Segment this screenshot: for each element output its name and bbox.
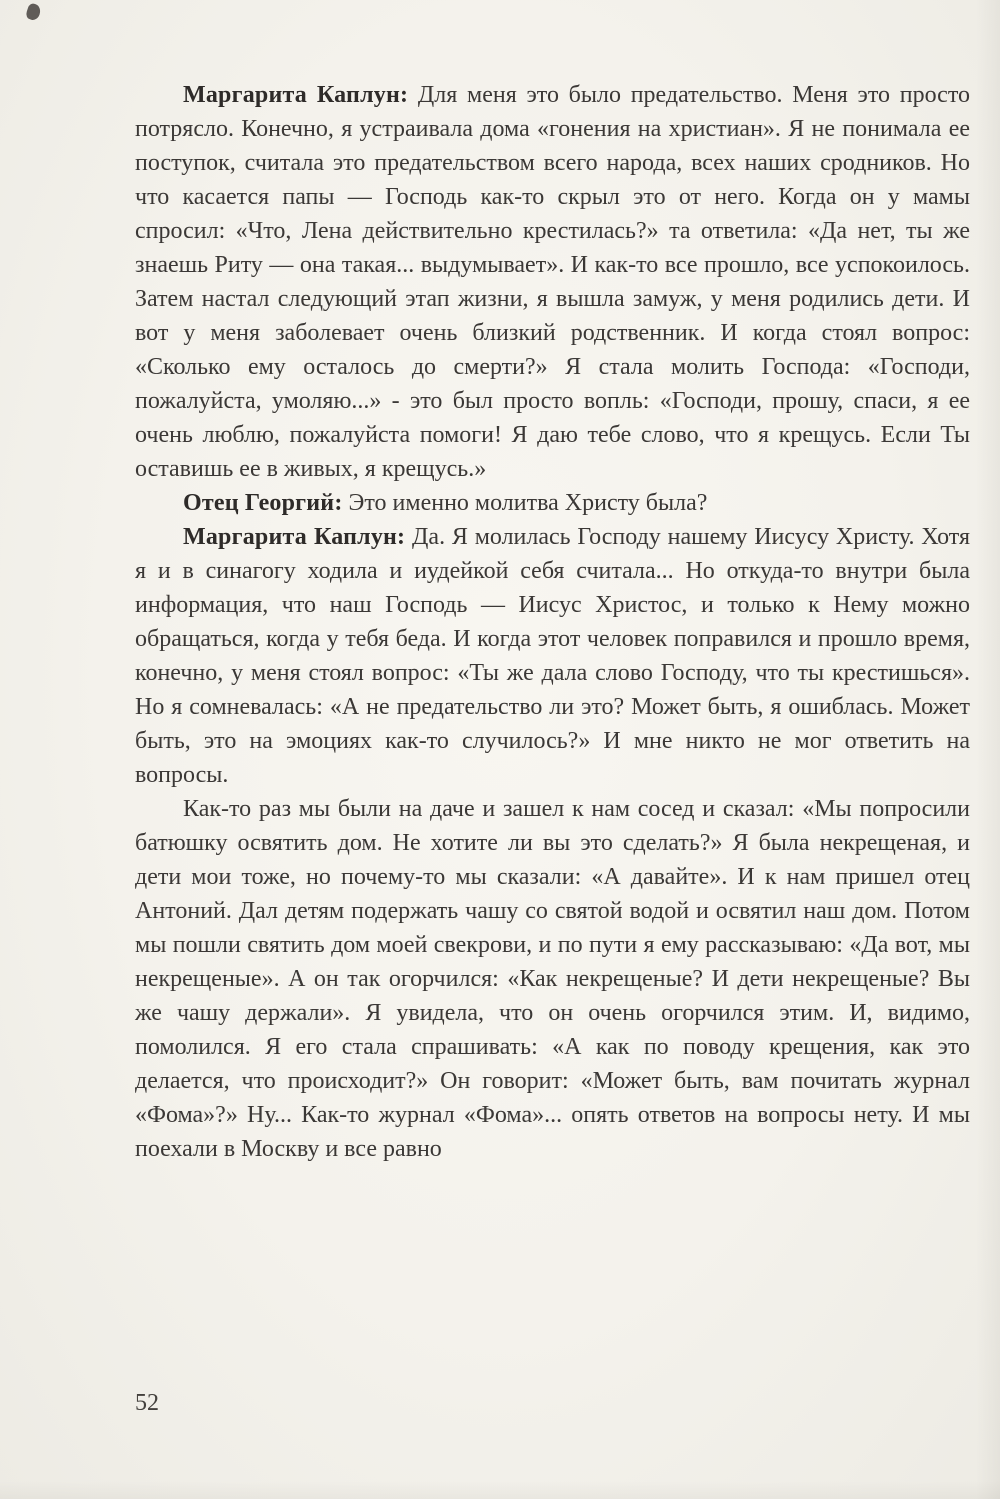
page-number: 52 — [135, 1390, 159, 1416]
text-block — [135, 78, 970, 1166]
paragraph-text: Это именно молитва Христу была? — [342, 490, 708, 516]
scan-edge-shading-right — [976, 0, 1000, 1499]
speaker-name: Маргарита Каплун: — [183, 524, 406, 550]
paragraph-text: Как-то раз мы были на даче и зашел к нам сосед и сказал: «Мы попросили батюшку освятить дом. Не хотите ли вы это сделать?» Я была некрещеная, и дети мои тоже, но почему-то мы сказали: «А давайте». И к нам пришел отец Антоний. Дал детям подержать чашу со святой водой и освятил наш дом. Потом мы пошли святить дом моей свекрови, и по пути я ему рассказываю: «Да вот, мы некрещеные». А он так огорчился: «Как некрещеные? И дети некрещеные? Вы же чашу держали». Я увидела, что он очень огорчился этим. И, видимо, помолился. Я его стала спрашивать: «А как по поводу крещения, как это делается, что происходит?» Он говорит: «Может быть, вам почитать журнал «Фома»?» Ну... Как-то журнал «Фома»... опять ответов на вопросы нету. И мы поехали в Москву и все равно — [135, 796, 970, 1162]
paragraph — [135, 486, 970, 520]
paragraph-text: Да. Я молилась Господу нашему Иисусу Христу. Хотя я и в синагогу ходила и иудейкой себя считала... Но откуда-то внутри была информация, что наш Господь — Иисус Христос, и только к Нему можно обращаться, когда у тебя беда. И когда этот человек поправился и прошло время, конечно, у меня стоял вопрос: «Ты же дала слово Господу, что ты крестишься». Но я сомневалась: «А не предательство ли это? Может быть, я ошиблась. Может быть, это на эмоциях как-то случилось?» И мне никто не мог ответить на вопросы. — [135, 524, 970, 788]
scan-artifact-speck — [25, 2, 42, 21]
speaker-name: Отец Георгий: — [183, 490, 343, 516]
scan-edge-shading-bottom — [0, 1481, 1000, 1499]
paragraph — [135, 792, 970, 1166]
paragraph — [135, 520, 970, 792]
paragraph-text: Для меня это было предательство. Меня это просто потрясло. Конечно, я устраивала дома «гонения на христиан». Я не понимала ее поступок, считала это предательством всего народа, всех наших сродников. Но что касается папы — Господь как-то скрыл это от него. Когда он у мамы спросил: «Что, Лена действительно крестилась?» та ответила: «Да нет, ты же знаешь Риту — она такая... выдумывает». И как-то все прошло, все успокоилось. Затем настал следующий этап жизни, я вышла замуж, у меня родились дети. И вот у меня заболевает очень близкий родственник. И когда стоял вопрос: «Сколько ему осталось до смерти?» Я стала молить Господа: «Господи, пожалуйста, умоляю...» - это был просто вопль: «Господи, прошу, спаси, я ее очень люблю, пожалуйста помоги! Я даю тебе слово, что я крещусь. Если Ты оставишь ее в живых, я крещусь.» — [135, 82, 970, 482]
paragraph — [135, 78, 970, 486]
speaker-name: Маргарита Каплун: — [183, 82, 409, 108]
